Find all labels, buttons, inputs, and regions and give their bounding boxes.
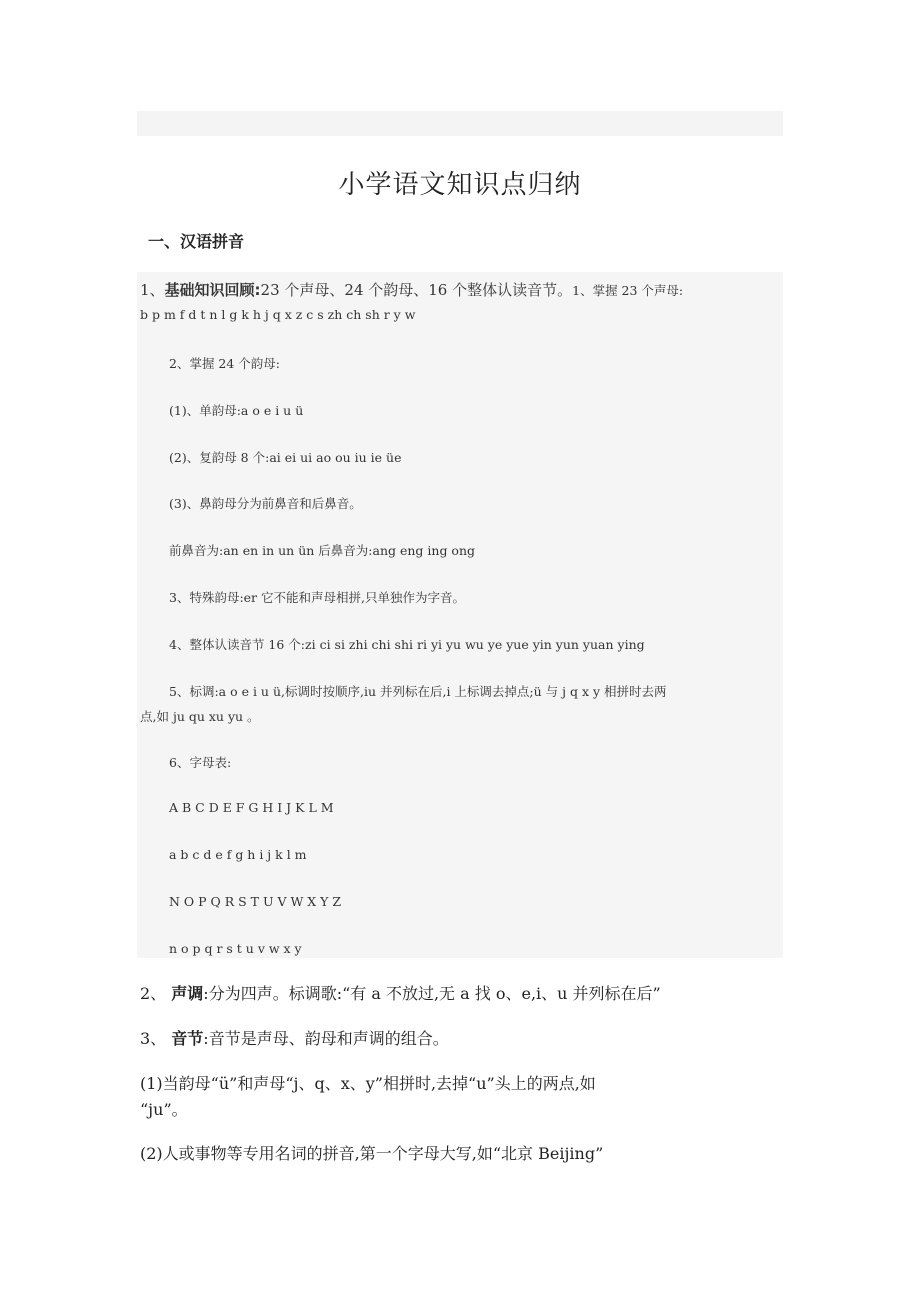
item2-line	[140, 981, 661, 1004]
rule1-line1: (1)当韵母“ü”和声母“j、q、x、y”相拼时,去掉“u”头上的两点,如	[140, 1074, 596, 1093]
page-title: 小学语文知识点归纳	[338, 170, 582, 200]
item3-text: :音节是声母、韵母和声调的组合。	[203, 1029, 449, 1048]
rule2-line: (2)人或事物等专用名词的拼音,第一个字母大写,如“北京 Beijing”	[140, 1144, 604, 1163]
item3-heading: 音节	[171, 1029, 204, 1048]
item1-number: 1、	[140, 281, 165, 299]
special-final: 3、特殊韵母:er 它不能和声母相拼,只单独作为字音。	[169, 590, 465, 605]
alphabet-upper-1: A B C D E F G H I J K L M	[169, 800, 334, 815]
rule1-line2: “ju”。	[140, 1100, 188, 1119]
header-band	[137, 111, 783, 136]
item2-number: 2、	[140, 984, 167, 1003]
item2-text: :分为四声。标调歌:“有 a 不放过,无 a 找 o、e,i、u 并列标在后”	[203, 984, 661, 1003]
alphabet-upper-2: N O P Q R S T U V W X Y Z	[169, 894, 342, 909]
item1-small-text: 1、掌握 23 个声母:	[572, 283, 684, 298]
tone-marks-line2: 点,如 ju qu xu yu 。	[140, 709, 260, 724]
nasal-finals: (3)、鼻韵母分为前鼻音和后鼻音。	[169, 496, 362, 511]
alphabet-lower-2: n o p q r s t u v w x y	[169, 941, 302, 956]
item3-line	[140, 1026, 449, 1049]
nasal-finals-detail: 前鼻音为:an en in un ün 后鼻音为:ang eng ing ong	[169, 543, 475, 558]
alphabet-lower-1: a b c d e f g h i j k l m	[169, 847, 307, 862]
single-finals: (1)、单韵母:a o e i u ü	[169, 403, 304, 418]
item1-heading: 基础知识回顾:	[164, 281, 261, 299]
item1-text: 23 个声母、24 个韵母、16 个整体认读音节。	[260, 281, 573, 299]
compound-finals: (2)、复韵母 8 个:ai ei ui ao ou iu ie üe	[169, 450, 402, 465]
item1-line	[140, 279, 683, 300]
whole-syllables: 4、整体认读音节 16 个:zi ci si zhi chi shi ri yi yu wu ye yue yin yun yuan ying	[169, 637, 645, 652]
alphabet-heading: 6、字母表:	[169, 755, 232, 770]
item2-heading: 声调	[171, 984, 204, 1003]
section-heading-pinyin: 一、汉语拼音	[148, 232, 245, 251]
initials-list: b p m f d t n l g k h j q x z c s zh ch sh r y w	[140, 307, 416, 322]
tone-marks-line1: 5、标调:a o e i u ü,标调时按顺序,iu 并列标在后,i 上标调去掉点;ü 与 j q x y 相拼时去两	[169, 684, 667, 699]
item3-number: 3、	[140, 1029, 167, 1048]
finals-heading: 2、掌握 24 个韵母:	[169, 356, 281, 371]
